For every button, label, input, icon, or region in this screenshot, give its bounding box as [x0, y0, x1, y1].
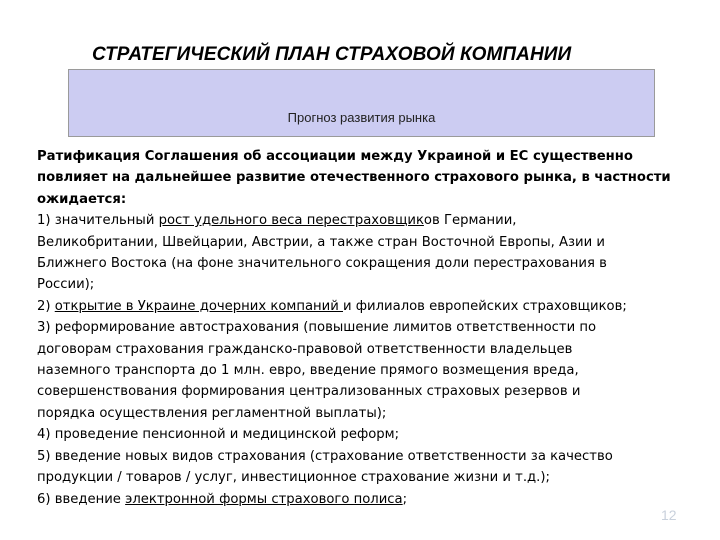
- item-2-underlined: открытие в Украине дочерних компаний: [54, 298, 343, 314]
- item-1-suffix: ов Германии,: [423, 213, 517, 229]
- page-number: 12: [661, 507, 677, 523]
- item-1-line: Ближнего Востока (на фоне значительного сокращения доли перестрахования в: [37, 256, 607, 272]
- intro-line: ожидается:: [37, 191, 127, 207]
- item-5-line: 5) введение новых видов страхования (страхование ответственности за качество: [37, 448, 613, 464]
- item-2-prefix: 2): [37, 298, 55, 314]
- item-3-line: совершенствования формирования централизованных страховых резервов и: [37, 384, 581, 400]
- intro-line: Ратификация Соглашения об ассоциации между Украиной и ЕС существенно: [37, 149, 633, 164]
- item-4-line: 4) проведение пенсионной и медицинской реформ;: [37, 427, 400, 443]
- item-1-line: Великобритании, Швейцарии, Австрии, а также стран Восточной Европы, Азии и: [37, 234, 605, 250]
- item-3-line: наземного транспорта до 1 млн. евро, введение прямого возмещения вреда,: [37, 363, 579, 379]
- item-1-underlined: рост удельного веса перестраховщик: [158, 213, 424, 229]
- slide-title: СТРАТЕГИЧЕСКИЙ ПЛАН СТРАХОВОЙ КОМПАНИИ: [92, 44, 572, 65]
- item-3-line: порядка осуществления регламентной выплаты);: [37, 405, 387, 421]
- item-6-line: [37, 489, 692, 510]
- item-6-prefix: 6) введение: [37, 491, 126, 507]
- item-1-line: [37, 210, 692, 231]
- item-2-suffix: и филиалов европейских страховщиков;: [343, 298, 627, 314]
- item-3-line: договорам страхования гражданско-правовой ответственности владельцев: [37, 341, 573, 357]
- item-1-line: России);: [37, 277, 95, 293]
- item-1-prefix: 1) значительный: [37, 213, 159, 229]
- item-6-underlined: электронной формы страхового полиса: [125, 491, 403, 507]
- body-text: [37, 146, 692, 510]
- item-3-line: 3) реформирование автострахования (повышение лимитов ответственности по: [37, 320, 597, 336]
- item-2-line: [37, 296, 692, 317]
- intro-line: повлияет на дальнейшее развитие отечественного страхового рынка, в частности: [37, 170, 671, 186]
- item-5-line: продукции / товаров / услуг, инвестиционное страхование жизни и т.д.);: [37, 470, 550, 486]
- item-6-suffix: ;: [402, 491, 408, 507]
- banner-box: [68, 69, 655, 137]
- banner-text: Прогноз развития рынка: [287, 110, 436, 125]
